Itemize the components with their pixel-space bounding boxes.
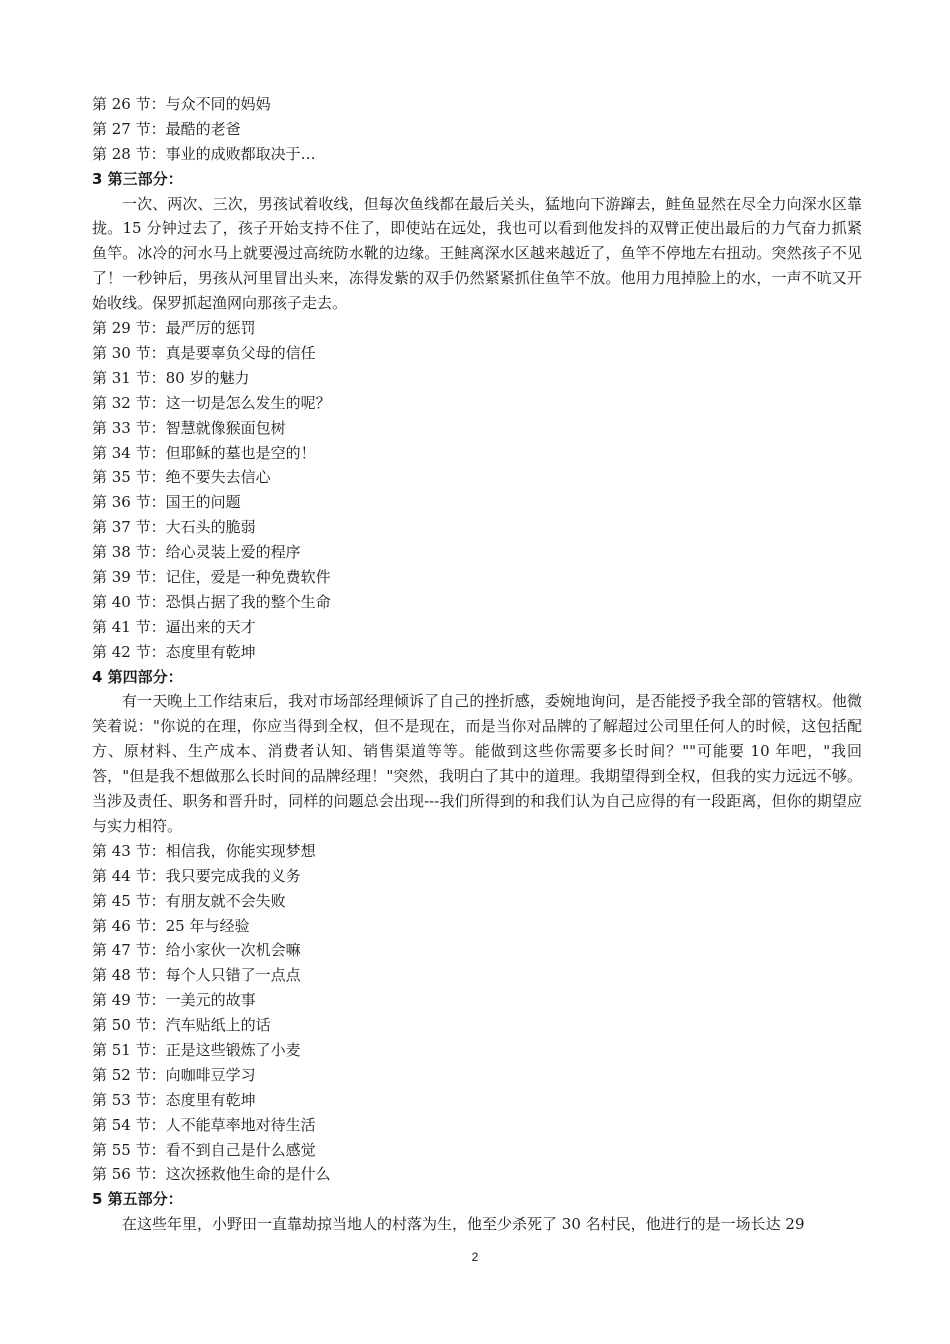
section-item: 第 45 节：有朋友就不会失败: [92, 891, 286, 910]
section-item: 第 52 节：向咖啡豆学习: [92, 1065, 256, 1084]
section-item: 第 39 节：记住，爱是一种免费软件: [92, 568, 331, 586]
section-item: 第 34 节：但耶稣的墓也是空的！: [92, 443, 316, 462]
section-item: 第 26 节：与众不同的妈妈: [92, 95, 271, 113]
section-item: 第 42 节：态度里有乾坤: [92, 642, 256, 661]
part-heading-5: 5 第五部分：: [92, 1190, 183, 1209]
section-item: 第 48 节：每个人只错了一点点: [92, 966, 301, 985]
section-item: 第 46 节：25 年与经验: [92, 916, 250, 935]
section-item: 第 28 节：事业的成败都取决于…: [92, 144, 316, 163]
section-item: 第 49 节：一美元的故事: [92, 991, 256, 1010]
section-item: 第 29 节：最严厉的惩罚: [92, 319, 256, 338]
section-item: 第 27 节：最酷的老爸: [92, 119, 241, 138]
body-paragraph-4: 有一天晚上工作结束后，我对市场部经理倾诉了自己的挫折感，委婉地询问，是否能授予我全部的管辖权。他微笑着说："你说的在理，你应当得到全权，但不是现在，而是当你对品牌的了解超过公司里任何人的时候，这包括配方、原材料、生产成本、消费者认知、销售渠道等等。能做到这些你需要多长时间？""可能要 10 年吧，"我回答，"但是我不想做那么长时间的品牌经理！"突然，我明白了其中的道理。我期望得到全权，但我的实力远远不够。当涉及责任、职务和晋升时，同样的问题总会出现---我们所得到的和我们认为自己应得的有一段距离，但你的期望应与实力相符。: [92, 692, 862, 835]
part-heading-4: 4 第四部分：: [92, 667, 183, 686]
section-item: 第 38 节：给心灵装上爱的程序: [92, 543, 301, 562]
section-item: 第 54 节：人不能草率地对待生活: [92, 1115, 316, 1134]
section-list-3: [92, 839, 862, 1187]
section-item: 第 40 节：恐惧占据了我的整个生命: [92, 592, 331, 611]
section-list-1: [92, 92, 862, 167]
section-item: 第 43 节：相信我，你能实现梦想: [92, 841, 316, 860]
page-number: 2: [471, 1250, 479, 1264]
page-content: [92, 92, 862, 1237]
section-item: 第 53 节：态度里有乾坤: [92, 1090, 256, 1109]
section-item: 第 55 节：看不到自己是什么感觉: [92, 1140, 316, 1159]
body-paragraph-5: 在这些年里，小野田一直靠劫掠当地人的村落为生，他至少杀死了 30 名村民，他进行的是一场长达 29: [122, 1215, 805, 1234]
section-item: 第 50 节：汽车贴纸上的话: [92, 1016, 271, 1035]
section-item: 第 36 节：国王的问题: [92, 493, 241, 512]
section-item: 第 32 节：这一切是怎么发生的呢？: [92, 393, 331, 412]
section-item: 第 56 节：这次拯救他生命的是什么: [92, 1165, 331, 1184]
section-item: 第 41 节：逼出来的天才: [92, 617, 256, 636]
section-item: 第 47 节：给小家伙一次机会嘛: [92, 941, 301, 960]
part-heading-3: 3 第三部分：: [92, 169, 183, 188]
section-item: 第 30 节：真是要辜负父母的信任: [92, 343, 316, 362]
section-item: 第 31 节：80 岁的魅力: [92, 368, 250, 387]
section-item: 第 51 节：正是这些锻炼了小麦: [92, 1041, 301, 1060]
section-item: 第 33 节：智慧就像猴面包树: [92, 418, 286, 437]
body-paragraph-3: 一次、两次、三次，男孩试着收线，但每次鱼线都在最后关头，猛地向下游蹿去，鲑鱼显然在尽全力向深水区靠拢。15 分钟过去了，孩子开始支持不住了，即使站在远处，我也可以看到他发抖的双臂正使出最后的力气奋力抓紧鱼竿。冰冷的河水马上就要漫过高统防水靴的边缘。王鲑离深水区越来越近了，鱼竿不停地左右扭动。突然孩子不见了！一秒钟后，男孩从河里冒出头来，冻得发紫的双手仍然紧紧抓住鱼竿不放。他用力甩掉脸上的水，一声不吭又开始收线。保罗抓起渔网向那孩子走去。: [92, 194, 862, 313]
section-list-2: [92, 316, 862, 664]
section-item: 第 37 节：大石头的脆弱: [92, 518, 256, 537]
section-item: 第 35 节：绝不要失去信心: [92, 468, 271, 487]
section-item: 第 44 节：我只要完成我的义务: [92, 866, 301, 885]
